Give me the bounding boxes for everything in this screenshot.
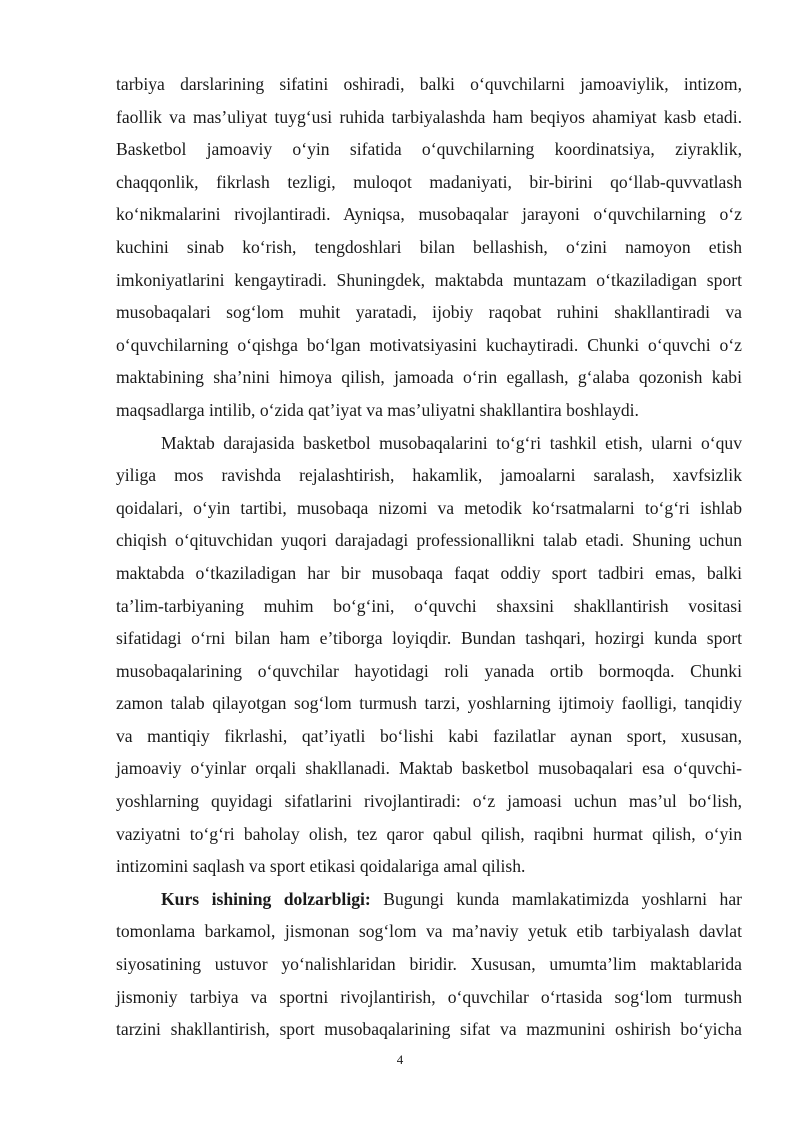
text-line: musobaqalari sog‘lom muhit yaratadi, ijobiy raqobat ruhini shakllantiradi va [116, 302, 742, 323]
text-line: sifatidagi o‘rni bilan ham e’tiborga loyiqdir. Bundan tashqari, hozirgi kunda sport [116, 628, 742, 649]
text-line: o‘quvchilarning o‘qishga bo‘lgan motivatsiyasini kuchaytiradi. Chunki o‘quvchi o‘z [116, 334, 742, 355]
paragraph-1 [116, 68, 742, 427]
text-line: imkoniyatlarini kengaytiradi. Shuningdek, maktabda muntazam o‘tkaziladigan sport [116, 269, 742, 290]
text-line: musobaqalarining o‘quvchilar hayotidagi roli yanada ortib bormoqda. Chunki [116, 660, 742, 681]
text-line: chiqish o‘qituvchidan yuqori darajadagi professionallikni talab etadi. Shuning uchun [116, 530, 742, 551]
document-page [116, 68, 742, 1046]
page-number: 4 [396, 1052, 404, 1067]
section-heading: Kurs ishining dolzarbligi: [161, 888, 371, 909]
text-line: chaqqonlik, fikrlash tezligi, muloqot madaniyati, bir-birini qo‘llab-quvvatlash [116, 171, 742, 192]
paragraph-2 [116, 427, 742, 883]
text-line: kuchini sinab ko‘rish, tengdoshlari bilan bellashish, o‘zini namoyon etish [116, 236, 742, 257]
paragraph-3 [116, 883, 742, 1046]
text-line: maktabda o‘tkaziladigan har bir musobaqa faqat oddiy sport tadbiri emas, balki [116, 562, 742, 583]
text-line: yiliga mos ravishda rejalashtirish, hakamlik, jamoalarni saralash, xavfsizlik [116, 465, 742, 486]
text-line: vaziyatni to‘g‘ri baholay olish, tez qaror qabul qilish, raqibni hurmat qilish, o‘yin [116, 823, 742, 844]
text-line: Basketbol jamoaviy o‘yin sifatida o‘quvchilarning koordinatsiya, ziyraklik, [116, 139, 742, 160]
text-line: maqsadlarga intilib, o‘zida qat’iyat va mas’uliyatni shakllantira boshlaydi. [116, 399, 639, 420]
text-line: intizomini saqlash va sport etikasi qoidalariga amal qilish. [116, 856, 526, 877]
text-span: Bugungi kunda mamlakatimizda yoshlarni har [370, 888, 742, 909]
text-line: yoshlarning quyidagi sifatlarini rivojlantiradi: o‘z jamoasi uchun mas’ul bo‘lish, [116, 791, 742, 812]
text-line: tarbiya darslarining sifatini oshiradi, balki o‘quvchilarni jamoaviylik, intizom, [116, 74, 742, 94]
text-line: va mantiqiy fikrlashi, qat’iyatli bo‘lishi kabi fazilatlar aynan sport, xususan, [116, 725, 742, 746]
text-line: faollik va mas’uliyat tuyg‘usi ruhida tarbiyalashda ham beqiyos ahamiyat kasb etadi. [116, 106, 742, 127]
text-line: qoidalari, o‘yin tartibi, musobaqa nizomi va metodik ko‘rsatmalarni to‘g‘ri ishlab [116, 497, 742, 518]
text-line: jismoniy tarbiya va sportni rivojlantirish, o‘quvchilar o‘rtasida sog‘lom turmush [116, 986, 742, 1007]
text-line: zamon talab qilayotgan sog‘lom turmush tarzi, yoshlarning ijtimoiy faolligi, tanqidiy [116, 693, 742, 714]
text-line: siyosatining ustuvor yo‘nalishlaridan biridir. Xususan, umumta’lim maktablarida [116, 954, 742, 975]
text-line: tarzini shakllantirish, sport musobaqalarining sifat va mazmunini oshirish bo‘yicha [116, 1019, 742, 1040]
text-line: Maktab darajasida basketbol musobaqalarini to‘g‘ri tashkil etish, ularni o‘quv [161, 432, 742, 453]
text-line: maktabining sha’nini himoya qilish, jamoada o‘rin egallash, g‘alaba qozonish kabi [116, 367, 742, 388]
text-line: tomonlama barkamol, jismonan sog‘lom va ma’naviy yetuk etib tarbiyalash davlat [116, 921, 742, 942]
text-line: ta’lim-tarbiyaning muhim bo‘g‘ini, o‘quvchi shaxsini shakllantirish vositasi [116, 595, 742, 616]
text-line [116, 883, 742, 916]
text-line: ko‘nikmalarini rivojlantiradi. Ayniqsa, musobaqalar jarayoni o‘quvchilarning o‘z [116, 204, 742, 225]
text-line: jamoaviy o‘yinlar orqali shakllanadi. Maktab basketbol musobaqalari esa o‘quvchi- [116, 758, 742, 779]
